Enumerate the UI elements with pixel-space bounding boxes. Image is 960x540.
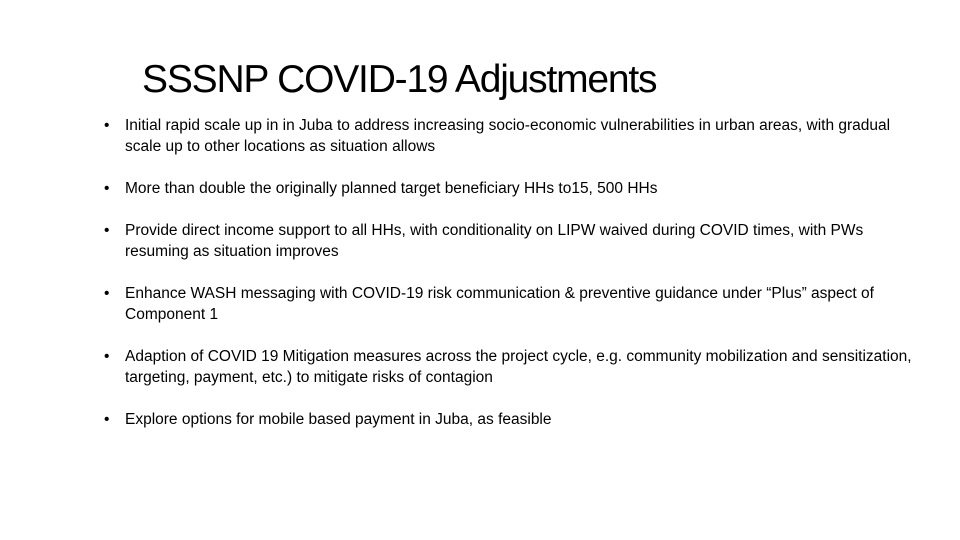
- bullet-dot-icon: •: [104, 117, 110, 134]
- bullet-text: Adaption of COVID 19 Mitigation measures across the project cycle, e.g. community mobilization and sensitization, targeting, payment, etc.) to mitigate risks of contagion: [125, 348, 912, 386]
- bullet-item: [104, 283, 924, 325]
- bullet-dot-icon: •: [104, 411, 110, 428]
- bullet-dot-icon: •: [104, 348, 110, 365]
- bullet-dot-icon: •: [104, 285, 110, 302]
- bullet-text: More than double the originally planned target beneficiary HHs to15, 500 HHs: [125, 180, 658, 197]
- slide-title: SSSNP COVID-19 Adjustments: [142, 58, 657, 101]
- bullet-item: [104, 346, 924, 388]
- bullet-text: Provide direct income support to all HHs, with conditionality on LIPW waived during COVID times, with PWs resuming as situation improves: [125, 222, 864, 260]
- bullet-text: Enhance WASH messaging with COVID-19 risk communication & preventive guidance under “Plus” aspect of Component 1: [125, 285, 874, 323]
- bullet-item: [104, 220, 924, 262]
- bullet-dot-icon: •: [104, 180, 110, 197]
- bullet-item: [104, 409, 924, 430]
- bullet-list: [104, 115, 924, 451]
- bullet-dot-icon: •: [104, 222, 110, 239]
- bullet-text: Explore options for mobile based payment in Juba, as feasible: [125, 411, 552, 428]
- bullet-item: [104, 115, 924, 157]
- bullet-item: [104, 178, 924, 199]
- bullet-text: Initial rapid scale up in in Juba to address increasing socio-economic vulnerabilities in urban areas, with gradual scale up to other locations as situation allows: [125, 117, 891, 155]
